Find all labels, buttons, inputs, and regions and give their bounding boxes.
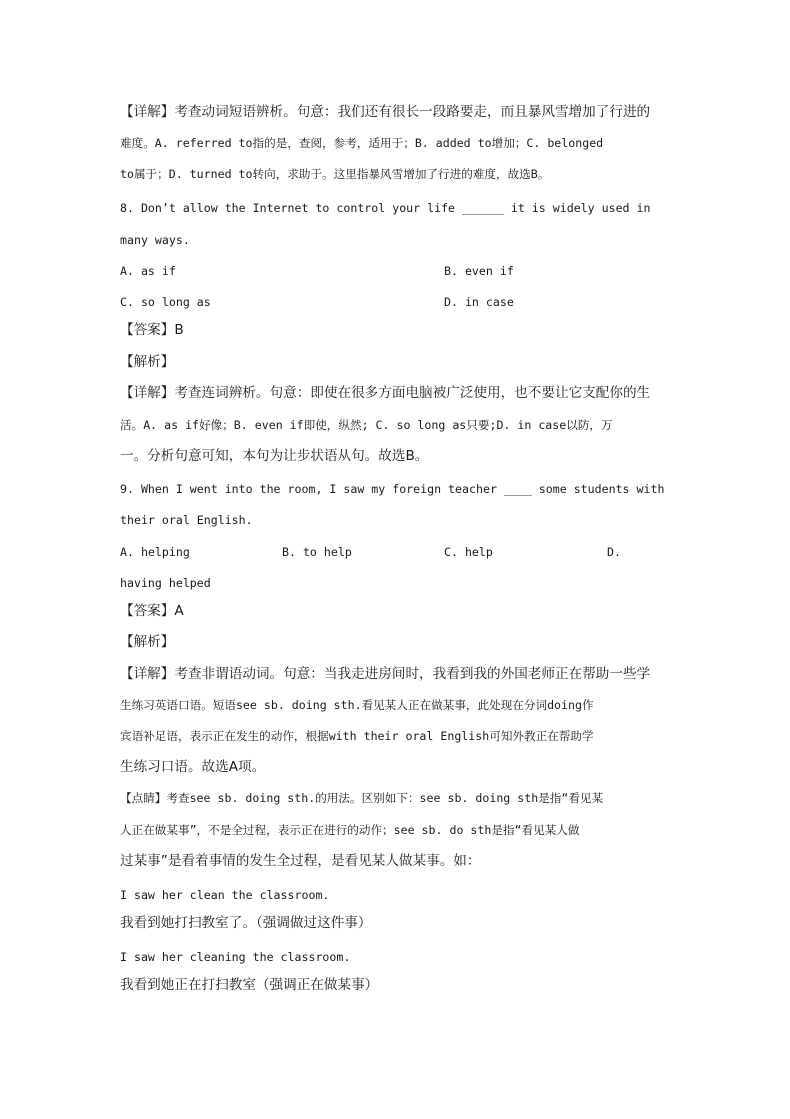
q9-tip-line-2: 人正在做某事”，不是全过程，表示正在进行的动作；see sb. do sth是指“看见某人做 xyxy=(120,823,580,837)
q9-detail-line-2: 生练习英语口语。短语see sb. doing sth.看见某人正在做某事，此处现在分词doing作 xyxy=(120,698,594,712)
q9-tip-line-3: 过某事”是看着事情的发生全过程，是看见某人做某事。如： xyxy=(120,853,481,869)
example-1-english: I saw her clean the classroom. xyxy=(120,888,330,902)
q9-option-b: B. to help xyxy=(282,545,352,559)
example-1-chinese: 我看到她打扫教室了。（强调做过这件事） xyxy=(120,915,372,931)
q8-option-d: D. in case xyxy=(444,295,514,309)
q9-answer: 【答案】A xyxy=(120,603,184,619)
q7-detail-line-1: 【详解】考查动词短语辨析。句意：我们还有很长一段路要走，而且暴风雪增加了行进的 xyxy=(120,104,651,120)
q8-stem-line-2: many ways. xyxy=(120,233,190,247)
q8-detail-line-1: 【详解】考查连词辨析。句意：即使在很多方面电脑被广泛使用，也不要让它支配你的生 xyxy=(120,385,651,401)
q9-detail-line-1: 【详解】考查非谓语动词。句意：当我走进房间时，我看到我的外国老师正在帮助一些学 xyxy=(120,666,651,682)
q7-detail-line-2: 难度。A. referred to指的是，查阅，参考，适用于；B. added to增加；C. belonged xyxy=(120,136,604,150)
q8-option-c: C. so long as xyxy=(120,295,211,309)
q9-option-d-continued: having helped xyxy=(120,576,211,590)
q7-detail-line-3: to属于；D. turned to转向，求助于。这里指暴风雪增加了行进的难度，故选B。 xyxy=(120,167,550,181)
q9-stem-line-1: 9. When I went into the room, I saw my foreign teacher ____ some students with xyxy=(120,482,665,496)
q8-detail-line-2: 活。A. as if好像；B. even if即使，纵然; C. so long as只要;D. in case以防，万 xyxy=(120,418,613,432)
q9-option-a: A. helping xyxy=(120,545,190,559)
q8-detail-line-3: 一。分析句意可知，本句为让步状语从句。故选B。 xyxy=(120,448,429,464)
q9-analysis-label: 【解析】 xyxy=(120,634,175,650)
q8-analysis-label: 【解析】 xyxy=(120,354,175,370)
example-2-english: I saw her cleaning the classroom. xyxy=(120,950,351,964)
q9-detail-line-3: 宾语补足语，表示正在发生的动作，根据with their oral English可知外教正在帮助学 xyxy=(120,729,594,743)
q9-option-c: C. help xyxy=(444,545,493,559)
q9-option-d: D. xyxy=(607,545,621,559)
q9-tip-line-1: 【点睛】考查see sb. doing sth.的用法。区别如下：see sb. doing sth是指“看见某 xyxy=(120,791,604,805)
q9-detail-line-4: 生练习口语。故选A项。 xyxy=(120,759,266,775)
q8-option-a: A. as if xyxy=(120,264,176,278)
q8-answer: 【答案】B xyxy=(120,322,184,338)
example-2-chinese: 我看到她正在打扫教室（强调正在做某事） xyxy=(120,977,379,993)
q8-option-b: B. even if xyxy=(444,264,514,278)
q9-stem-line-2: their oral English. xyxy=(120,513,253,527)
q8-stem-line-1: 8. Don’t allow the Internet to control your life ______ it is widely used in xyxy=(120,201,651,215)
